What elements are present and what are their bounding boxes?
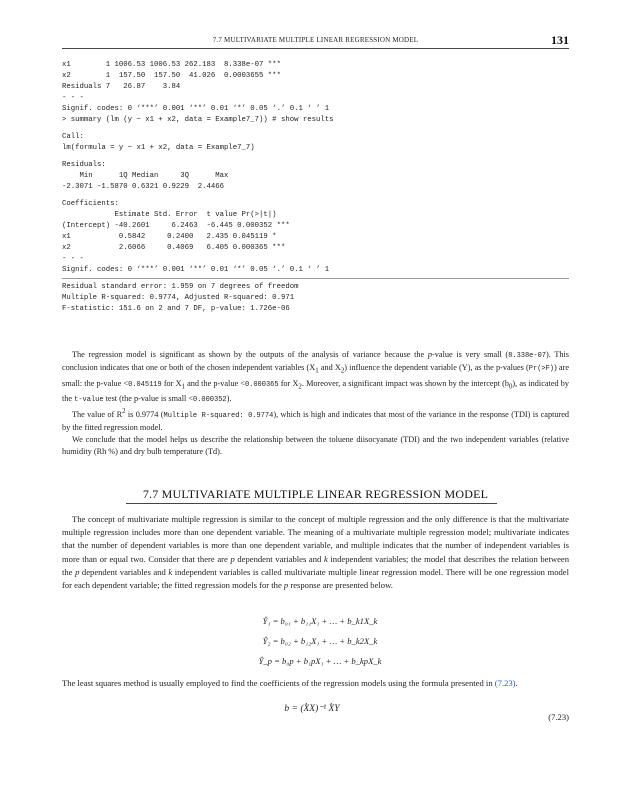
code-line: Residual standard error: 1.959 on 7 degrees of freedom [62, 283, 299, 291]
section-paragraph: The concept of multivariate multiple regression is similar to the concept of multiple regression and the only difference is that the multivariate multiple regression includes more than one dependent variable. The meaning of a multivariate multiple regression model; multivariate indicates that the number of dependent variables is more than one dependent variable, and multiple indicates that the number of independent variables is more than or equal two. Consider that there are p dependent variables and k independent variables; the model that describes the relation between the p dependent variables and k independent variables is called multivariate multiple linear regression model. There will be one regression model for each dependent variable; the fitted regression models for the p response are presented below. [62, 514, 569, 591]
code-line: x2 2.6066 0.4069 6.405 0.000365 *** [62, 244, 286, 252]
page-number: 131 [551, 33, 569, 47]
code-line: lm(formula = y ~ x1 + x2, data = Example7_7) [62, 144, 255, 152]
equation-yp: Ŷ_p = b₀p + b₁pX₁ + … + b_kpX_k [258, 656, 382, 666]
header-rule [62, 48, 569, 49]
code-line: Estimate Std. Error t value Pr(>|t|) [62, 211, 277, 219]
code-line: -2.3071 -1.5870 0.6321 0.9229 2.4466 [62, 183, 225, 191]
code-line: (Intercept) -40.2601 6.2463 -6.445 0.000352 *** [62, 222, 290, 230]
code-line: Signif. codes: 0 ‘***’ 0.001 ‘**’ 0.01 ‘*’ 0.05 ‘.’ 0.1 ‘ ’ 1 [62, 266, 330, 274]
discussion-paragraph: We conclude that the model helps us describe the relationship between the toluene diisocyanate (TDI) and the two independent variables (relative humidity (Rh %) and dry bulb temperature (Td). [62, 435, 569, 457]
equation-reference-link[interactable]: (7.23) [494, 678, 516, 688]
equation-y1: Ŷ₁ = b₀₁ + b₁₁X₁ + … + b_k1X_k [262, 616, 378, 626]
code-line: Min 1Q Median 3Q Max [62, 172, 229, 180]
code-line: Multiple R-squared: 0.9774, Adjusted R-squared: 0.971 [62, 294, 295, 302]
equation-number: (7.23) [548, 712, 569, 722]
discussion-paragraph: The regression model is significant as shown by the outputs of the analysis of variance because the p-value is very small (8.338e-07). This conclusion indicates that one or both of the chosen independent variables ($X_1$ and $X_2$) influence the dependent variable (Y), as the p-values (Pr(>F)) are small: the p-value <0.045119 for $X_1$ and the p-value <0.000365 for $X_2$. Moreover, a significant impact was shown by the intercept $(b_0)$, as indicated by the t-value test (the p-value is small <0.000352). [62, 350, 570, 405]
section-paragraph: The least squares method is usually employed to find the coefficients of the regression models using the formula presented in (7.23). [62, 678, 518, 688]
section-body [62, 513, 569, 592]
code-divider [62, 278, 569, 279]
running-head [62, 33, 569, 47]
equation-y2: Ŷ₂ = b₀₂ + b₁₂X₁ + … + b_k2X_k [262, 636, 378, 646]
code-line: Coefficients: [62, 200, 119, 208]
code-line: x1 0.5842 0.2400 2.435 0.045119 * [62, 233, 277, 241]
discussion-paragraph: The value of $R^2$ is 0.9774 (Multiple R-squared: 0.9774), which is high and indicates that most of the variance in the response (TDI) is captured by the fitted regression model. [62, 408, 570, 433]
code-line: - - - [62, 94, 84, 102]
code-line: > summary (lm (y ~ x1 + x2, data = Example7_7)) # show results [62, 116, 334, 124]
code-line: x1 1 1006.53 1006.53 262.183 8.338e-07 *** [62, 61, 281, 69]
section-title-rule [126, 503, 497, 504]
section-title: 7.7 MULTIVARIATE MULTIPLE LINEAR REGRESSION MODEL [142, 487, 489, 501]
code-line: Call: [62, 133, 84, 141]
code-line: Signif. codes: 0 ‘***’ 0.001 ‘**’ 0.01 ‘*’ 0.05 ‘.’ 0.1 ‘ ’ 1 [62, 105, 330, 113]
discussion-text [62, 349, 569, 458]
code-line: - - - [62, 255, 84, 263]
running-title: 7.7 MULTIVARIATE MULTIPLE LINEAR REGRESSION MODEL [212, 36, 419, 44]
least-squares-text [62, 677, 569, 690]
code-line: x2 1 157.50 157.50 41.026 0.0003655 *** [62, 72, 281, 80]
r-output-block [62, 60, 569, 315]
code-line: Residuals: [62, 161, 106, 169]
equation-7-23: b = (X̀X)⁻¹ X̀Y [284, 704, 340, 714]
code-line: F-statistic: 151.6 on 2 and 7 DF, p-value: 1.726e-06 [62, 305, 290, 313]
code-line: Residuals 7 26.87 3.84 [62, 83, 181, 91]
